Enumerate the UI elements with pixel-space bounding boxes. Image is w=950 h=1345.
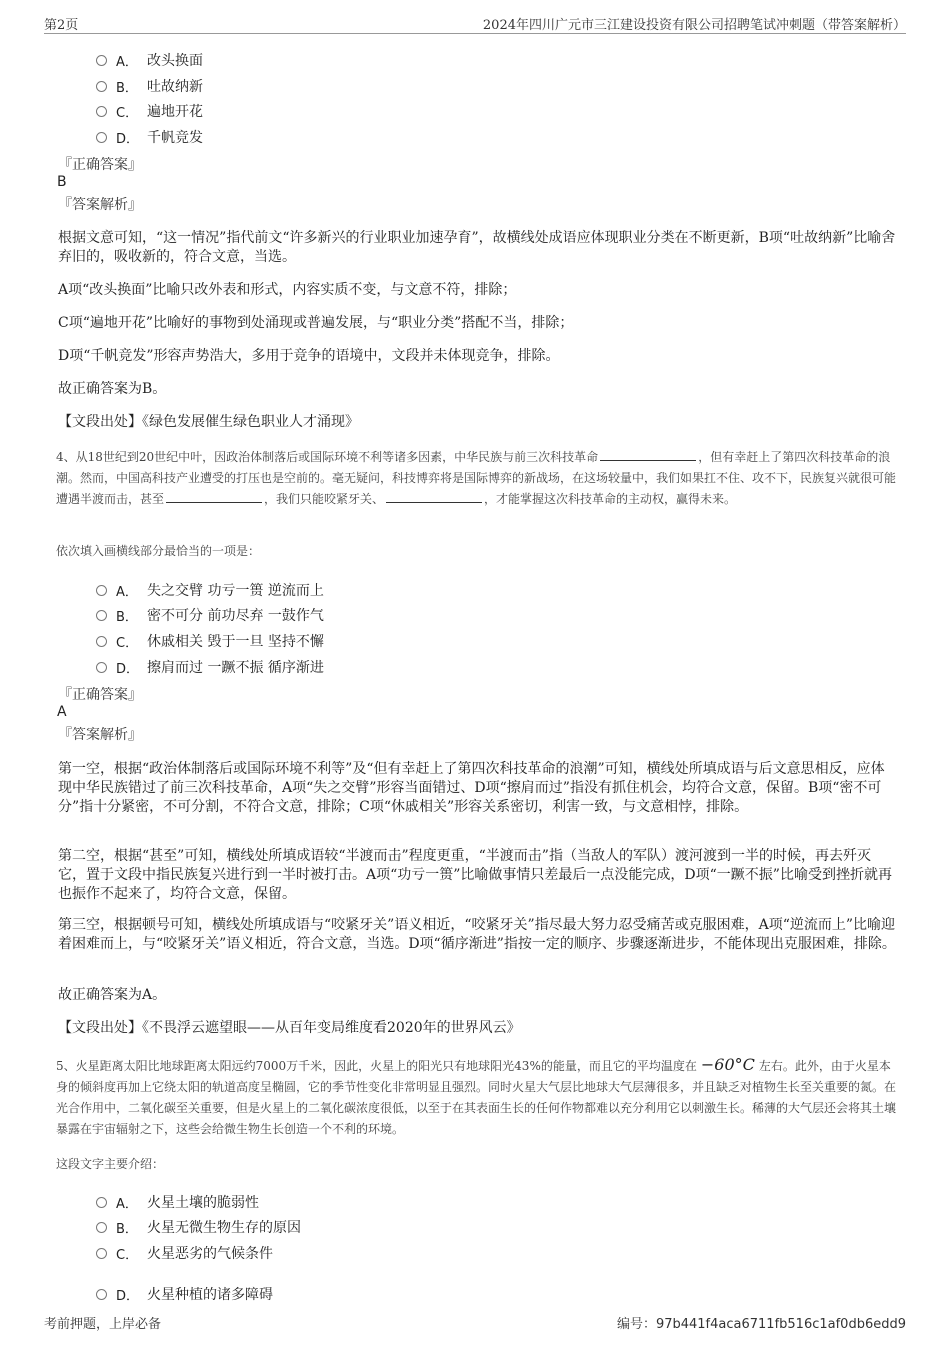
code-value: 97b441f4aca6711fb516c1af0db6edd9	[655, 1317, 906, 1332]
radio-icon[interactable]	[96, 81, 107, 92]
fill-blank-3[interactable]	[386, 491, 482, 503]
code-label: 编号：	[616, 1317, 656, 1332]
q4-option-a[interactable]	[96, 580, 324, 600]
q3-analysis-label: 『答案解析』	[58, 197, 142, 213]
q3-analysis-para: C项“遍地开花”比喻好的事物到处涌现或普遍发展，与“职业分类”搭配不当，排除；	[58, 315, 574, 331]
option-letter: D．	[116, 1288, 140, 1304]
q3-analysis-para: D项“千帆竞发”形容声势浩大，多用于竞争的语境中，文段并未体现竞争，排除。	[58, 348, 560, 364]
q5-stem: 5、火星距离太阳比地球距离太阳远约7000万千米，因此，火星上的阳光只有地球阳光43%的能量，而且它的平均温度在 −60°C 左右。此外，由于火星本身的倾斜度再加上它绕太阳的轨道高度呈椭圆，它的季节性变化非常明显且强烈。同时火星大气层比地球大气层薄很多，并且缺乏对植物生长至关重要的氮。在光合作用中，二氧化碳至关重要，但是火星上的二氧化碳浓度很低，以至于在其表面生长的任何作物都难以充分利用它以刺激生长。稀薄的大气层还会将其土壤暴露在宇宙辐射之下，这些会给微生物生长创造一个不利的环境。	[56, 1055, 897, 1136]
q4-option-d[interactable]	[96, 657, 324, 677]
radio-icon[interactable]	[96, 106, 107, 117]
radio-icon[interactable]	[96, 55, 107, 66]
q5-option-d[interactable]	[96, 1284, 273, 1304]
q4-prompt: 依次填入画横线部分最恰当的一项是：	[56, 544, 261, 558]
option-text: 遍地开花	[147, 104, 203, 120]
radio-icon[interactable]	[96, 585, 107, 596]
option-text: 火星恶劣的气候条件	[147, 1246, 273, 1262]
footer-code	[617, 1313, 906, 1332]
q4-stem: 4、从18世纪到20世纪中叶，因政治体制落后或国际环境不利等诸多因素，中华民族与前三次科技革命 ，但有幸赶上了第四次科技革命的浪潮。然而，中国高科技产业遭受的打压也是空前的。毫无疑问，科技博弈将是国际博弈的新战场，在这场较量中，我们如果扛不住、攻不下，民族复兴就很可能遭遇半渡而击，甚至 ，我们只能咬紧牙关、 ，才能掌握这次科技革命的主动权，赢得未来。	[56, 450, 897, 506]
option-letter: D．	[116, 131, 140, 147]
option-text: 改头换面	[147, 53, 203, 69]
option-text: 密不可分 前功尽弃 一鼓作气	[147, 608, 324, 624]
q3-option-a[interactable]	[96, 50, 203, 70]
q3-analysis-para: A项“改头换面”比喻只改外表和形式，内容实质不变，与文意不符，排除；	[58, 282, 517, 298]
option-letter: A．	[116, 584, 138, 600]
q5-option-b[interactable]	[96, 1217, 301, 1237]
q4-answer: A	[57, 704, 67, 720]
radio-icon[interactable]	[96, 1289, 107, 1300]
option-text: 失之交臂 功亏一篑 逆流而上	[147, 583, 324, 599]
footer-slogan: 考前押题，上岸必备	[44, 1317, 162, 1332]
q3-analysis-para: 故正确答案为B。	[58, 381, 167, 397]
option-text: 吐故纳新	[147, 79, 203, 95]
q3-option-c[interactable]	[96, 101, 203, 121]
option-text: 火星土壤的脆弱性	[147, 1195, 259, 1211]
option-letter: B．	[116, 1221, 138, 1237]
q4-analysis-para: 故正确答案为A。	[58, 987, 167, 1003]
q4-analysis-label: 『答案解析』	[58, 727, 142, 743]
temperature-formula: −60°C	[700, 1055, 755, 1074]
radio-icon[interactable]	[96, 1248, 107, 1259]
q3-answer-label: 『正确答案』	[58, 157, 142, 173]
q4-source: 【文段出处】《不畏浮云遮望眼——从百年变局维度看2020年的世界风云》	[58, 1020, 521, 1036]
q4-option-c[interactable]	[96, 631, 324, 651]
option-text: 千帆竞发	[147, 130, 203, 146]
option-letter: D．	[116, 661, 140, 677]
option-letter: C．	[116, 635, 139, 651]
radio-icon[interactable]	[96, 610, 107, 621]
q3-option-d[interactable]	[96, 127, 203, 147]
document-title: 2024年四川广元市三江建设投资有限公司招聘笔试冲刺题（带答案解析）	[482, 18, 906, 33]
q4-answer-label: 『正确答案』	[58, 687, 142, 703]
option-letter: A．	[116, 54, 138, 70]
option-letter: A．	[116, 1196, 138, 1212]
q5-prompt: 这段文字主要介绍：	[56, 1157, 165, 1171]
option-letter: C．	[116, 105, 139, 121]
option-letter: C．	[116, 1247, 139, 1263]
option-text: 火星种植的诸多障碍	[147, 1287, 273, 1303]
q3-analysis-para: 根据文意可知，“这一情况”指代前文“许多新兴的行业职业加速孕育”，故横线处成语应体现职业分类在不断更新，B项“吐故纳新”比喻舍弃旧的，吸收新的，符合文意，当选。	[58, 230, 896, 265]
q3-answer: B	[57, 174, 67, 190]
q4-option-b[interactable]	[96, 605, 324, 625]
radio-icon[interactable]	[96, 1222, 107, 1233]
page-number: 第2页	[44, 18, 79, 33]
header-divider	[44, 33, 906, 34]
q3-source: 【文段出处】《绿色发展催生绿色职业人才涌现》	[58, 414, 359, 430]
radio-icon[interactable]	[96, 636, 107, 647]
option-text: 休戚相关 毁于一旦 坚持不懈	[147, 634, 324, 650]
q5-option-a[interactable]	[96, 1192, 259, 1212]
fill-blank-2[interactable]	[166, 491, 262, 503]
option-text: 擦肩而过 一蹶不振 循序渐进	[147, 660, 324, 676]
option-letter: B．	[116, 80, 138, 96]
radio-icon[interactable]	[96, 132, 107, 143]
radio-icon[interactable]	[96, 1197, 107, 1208]
fill-blank-1[interactable]	[600, 449, 696, 461]
option-letter: B．	[116, 609, 138, 625]
q4-analysis-para: 第三空，根据顿号可知，横线处所填成语与“咬紧牙关”语义相近，“咬紧牙关”指尽最大努力忍受痛苦或克服困难，A项“逆流而上”比喻迎着困难而上，与“咬紧牙关”语义相近，符合文意，当选。D项“循序渐进”指按一定的顺序、步骤逐渐进步，不能体现出克服困难，排除。	[58, 917, 896, 952]
q4-analysis-para: 第一空，根据“政治体制落后或国际环境不利等”及“但有幸赶上了第四次科技革命的浪潮”可知，横线处所填成语与后文意思相反，应体现中华民族错过了前三次科技革命，A项“失之交臂”形容当面错过、D项“擦肩而过”指没有抓住机会，均符合文意，保留。B项“密不可分”指十分紧密，不可分割，不符合文意，排除；C项“休戚相关”形容关系密切，利害一致，与文意相悖，排除。	[58, 761, 885, 815]
q3-option-b[interactable]	[96, 76, 203, 96]
q4-analysis-para: 第二空，根据“甚至”可知，横线处所填成语较“半渡而击”程度更重，“半渡而击”指（当敌人的军队）渡河渡到一半的时候，再去歼灭它，置于文段中指民族复兴进行到一半时被打击。A项“功亏一篑”比喻做事情只差最后一点没能完成，D项“一蹶不振”比喻受到挫折就再也振作不起来了，均符合文意，保留。	[58, 848, 892, 902]
q5-option-c[interactable]	[96, 1243, 273, 1263]
option-text: 火星无微生物生存的原因	[147, 1220, 301, 1236]
radio-icon[interactable]	[96, 662, 107, 673]
